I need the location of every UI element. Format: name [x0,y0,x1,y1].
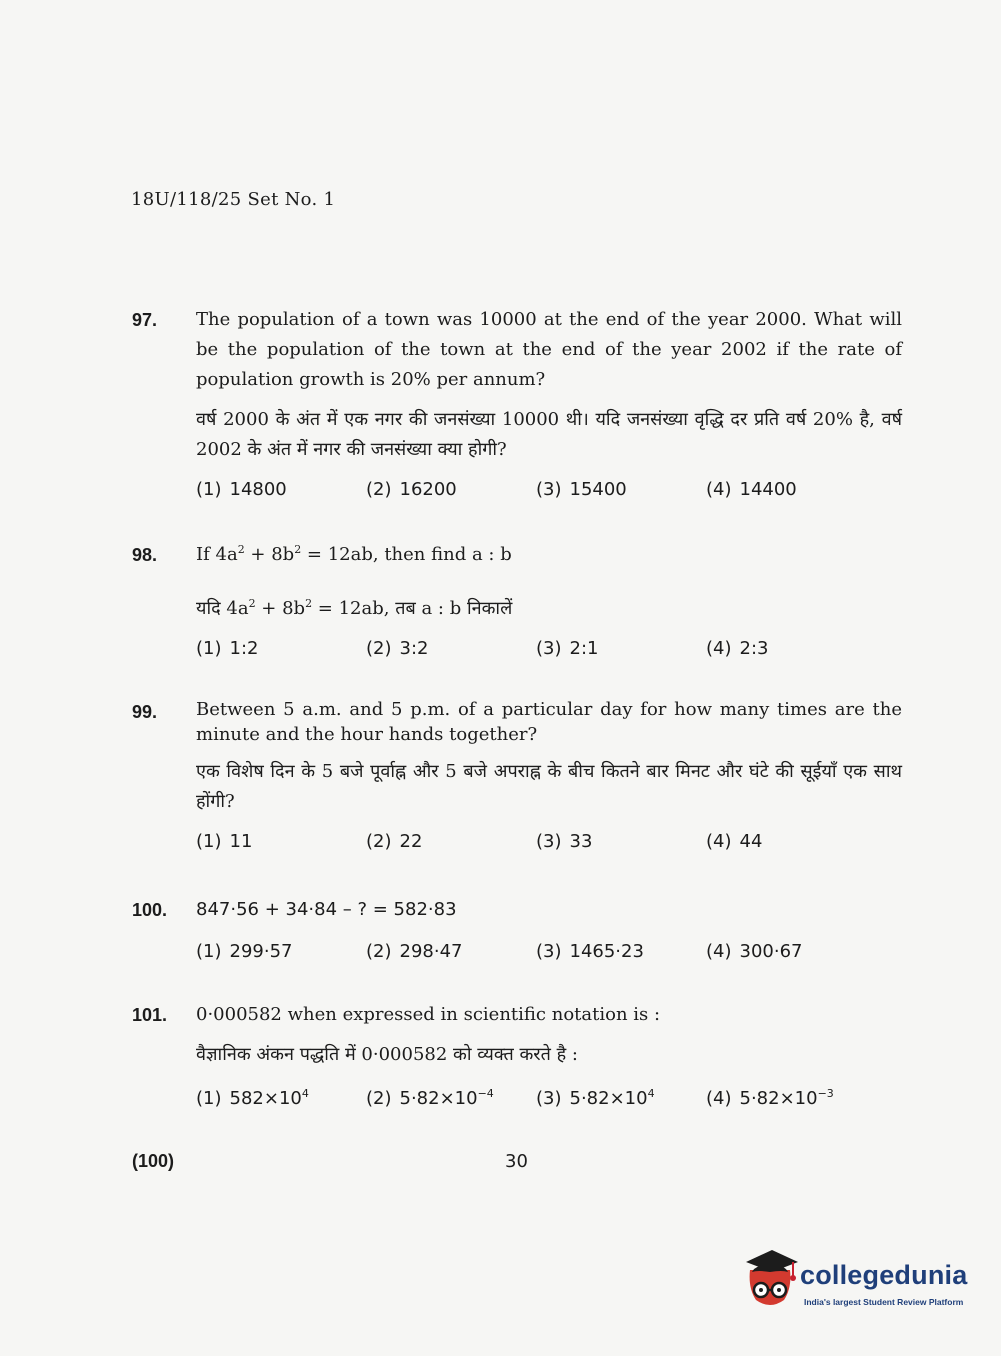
option-number: (2) [366,1088,392,1109]
option-4 [706,479,876,500]
question-english: The population of a town was 10000 at the end of the year 2000. What will be the population of the town at the end of the year 2002 if the rate of population growth is 20% per annum? [196,309,902,390]
option-number: (1) [196,941,222,962]
option-number: (2) [366,831,392,852]
option-text: 3:2 [399,638,429,659]
question-number: 98. [132,545,158,565]
option-text: 16200 [399,479,457,500]
exponent: 2 [294,543,302,556]
options [196,1088,902,1109]
option-text: 11 [229,831,253,852]
option-base: 5·82×10 [739,1088,818,1109]
option-text: 33 [569,831,593,852]
option-2 [366,831,536,852]
option-number: (3) [536,1088,562,1109]
option-text: 2:1 [569,638,599,659]
option-number: (3) [536,941,562,962]
option-number: (3) [536,479,562,500]
equation-part: = 12ab, then find a : b [301,544,512,565]
option-1 [196,638,366,659]
option-3 [536,941,706,962]
question-hindi: एक विशेष दिन के 5 बजे पूर्वाह्न और 5 बजे अपराह्न के बीच कितने बार मिनट और घंटे की सूईयाँ एक साथ होंगी? [196,761,902,812]
option-4 [706,941,876,962]
equation-part: + 8b [244,544,295,565]
exponent: 2 [305,597,313,610]
option-text: 14800 [229,479,287,500]
equation-part: = 12ab, तब a : b निकालें [312,598,513,619]
options [196,479,902,500]
option-1 [196,941,366,962]
mascot-icon [742,1248,800,1310]
exponent: 2 [248,597,256,610]
option-1 [196,831,366,852]
option-text [230,1088,309,1109]
footer-code: (100) [132,1151,175,1171]
question-number: 101. [132,1005,168,1025]
question-english: 0·000582 when expressed in scientific notation is : [196,1004,661,1025]
exponent: −3 [817,1087,834,1100]
option-number: (1) [196,831,222,852]
option-number: (3) [536,638,562,659]
page-number: 30 [505,1151,528,1172]
option-number: (1) [196,638,222,659]
question-english: Between 5 a.m. and 5 p.m. of a particular day for how many times are the minute and the hour hands together? [196,699,902,745]
option-3 [536,1088,706,1109]
collegedunia-logo [742,1248,972,1318]
set-code: 18U/118/25 Set No. 1 [131,189,336,210]
option-3 [536,831,706,852]
question-hindi [196,594,902,624]
question-98 [132,540,902,659]
question-hindi: वैज्ञानिक अंकन पद्धति में 0·000582 को व्यक्त करते है : [196,1044,578,1065]
option-number: (4) [706,831,732,852]
option-4 [706,638,876,659]
option-4 [706,1088,876,1109]
equation-part: If 4a [196,544,238,565]
options [196,831,902,852]
option-number: (3) [536,831,562,852]
option-text [740,1088,834,1109]
question-number: 100. [132,900,168,920]
option-number: (4) [706,479,732,500]
option-1 [196,1088,366,1109]
option-number: (4) [706,941,732,962]
question-97 [132,305,902,500]
equation-part: यदि 4a [196,598,249,619]
option-number: (2) [366,638,392,659]
exponent: 4 [301,1087,309,1100]
option-text: 15400 [569,479,627,500]
option-text [570,1088,655,1109]
option-number: (2) [366,479,392,500]
option-base: 582×10 [229,1088,302,1109]
question-101 [132,1000,902,1109]
option-2 [366,941,536,962]
question-number: 97. [132,310,158,330]
option-1 [196,479,366,500]
logo-tagline: India's largest Student Review Platform [804,1297,964,1307]
option-3 [536,479,706,500]
question-hindi: वर्ष 2000 के अंत में एक नगर की जनसंख्या 10000 थी। यदि जनसंख्या वृद्धि दर प्रति वर्ष 20% है, वर्ष 2002 के अंत में नगर की जनसंख्या क्या होगी? [196,409,902,460]
option-text: 2:3 [739,638,769,659]
option-2 [366,479,536,500]
question-100 [132,895,902,962]
options [196,638,902,659]
option-text: 22 [399,831,423,852]
option-text [400,1088,494,1109]
option-number: (4) [706,638,732,659]
option-text: 300·67 [739,941,803,962]
option-text: 14400 [739,479,797,500]
option-number: (2) [366,941,392,962]
equation-part: + 8b [255,598,306,619]
option-base: 5·82×10 [399,1088,478,1109]
option-text: 299·57 [229,941,293,962]
question-english [196,540,902,570]
option-number: (4) [706,1088,732,1109]
option-2 [366,638,536,659]
question-99 [132,697,902,852]
option-number: (1) [196,479,222,500]
option-number: (1) [196,1088,222,1109]
question-number: 99. [132,702,158,722]
options [196,941,902,962]
option-text: 1465·23 [569,941,644,962]
exponent: 2 [237,543,245,556]
option-text: 1:2 [229,638,259,659]
option-2 [366,1088,536,1109]
question-english: 847·56 + 34·84 – ? = 582·83 [196,899,457,920]
option-text: 44 [739,831,763,852]
option-text: 298·47 [399,941,463,962]
exponent: −4 [477,1087,494,1100]
logo-wordmark: collegedunia [800,1260,968,1290]
option-4 [706,831,876,852]
option-base: 5·82×10 [569,1088,648,1109]
option-3 [536,638,706,659]
exponent: 4 [647,1087,655,1100]
